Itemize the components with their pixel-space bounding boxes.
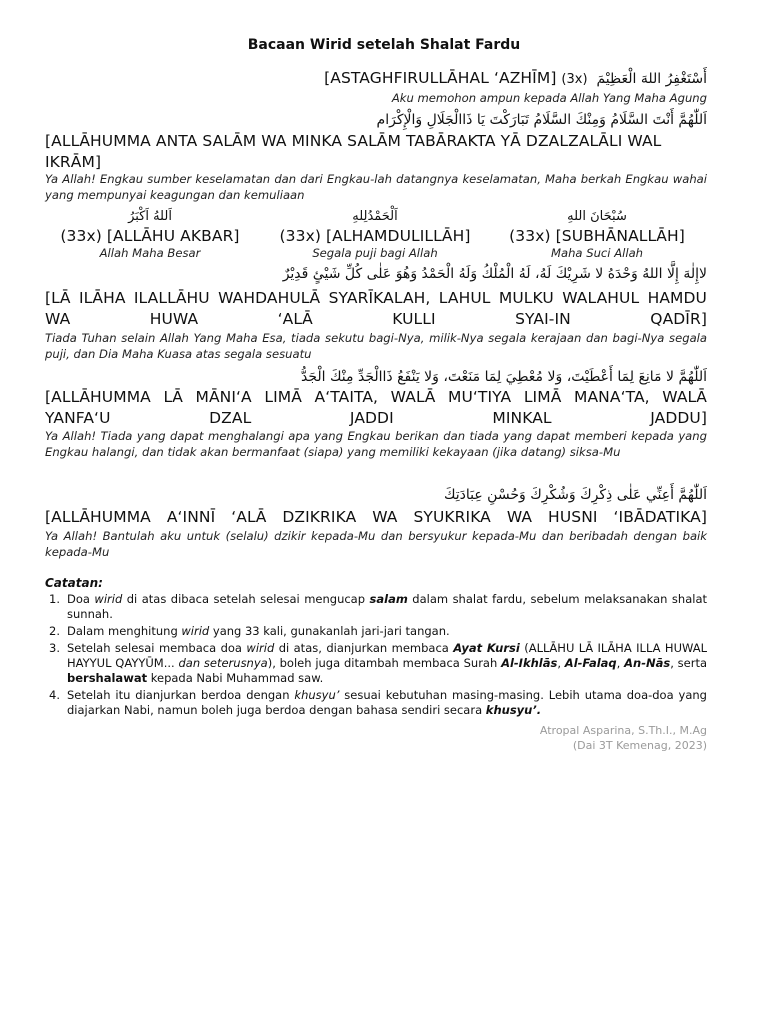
note-text-run: wirid — [94, 592, 123, 606]
tasbih-column — [500, 209, 694, 261]
note-text-run: wirid — [246, 641, 275, 655]
note-text-run: , — [616, 656, 625, 670]
la-mania-translation: Ya Allah! Tiada yang dapat menghalangi apa yang Engkau berikan dan tiada yang dapat memberi kepada yang Engkau halangi, dan tidak akan bermanfaat (siapa) yang memiliki kekayaan (jika datang) siksa-Mu — [45, 429, 707, 459]
istighfar-line — [324, 69, 707, 87]
takbir-latin: (33x) [ALLĀHU AKBAR] — [60, 227, 240, 245]
istighfar-count: (3x) — [561, 72, 588, 87]
note-text-run: dalam shalat fardu, sebelum melaksanakan shalat sunnah. — [67, 592, 707, 621]
note-text-run: Doa — [67, 592, 95, 606]
tahmid-column — [262, 209, 488, 261]
note-text-run: salam — [369, 592, 408, 606]
note-text-run: Dalam menghitung — [67, 624, 182, 638]
tasbih-latin: (33x) [SUBHĀNALLĀH] — [509, 227, 685, 245]
notes-list — [45, 592, 707, 720]
note-text-run: wirid — [181, 624, 210, 638]
takbir-arabic: اَللهُ اَكْبَرُ — [128, 209, 172, 224]
note-text-run: di atas, dianjurkan membaca — [274, 641, 454, 655]
istighfar-arabic: أَسْتَغْفِرُ اللهَ الْعَظِيْمَ — [596, 71, 707, 87]
note-text-run: , — [557, 656, 565, 670]
note-item — [45, 688, 707, 718]
istighfar-latin: [ASTAGHFIRULLĀHAL ‘AZHĪM] — [324, 69, 557, 87]
note-number: 2. — [49, 624, 60, 638]
takbir-translation: Allah Maha Besar — [99, 246, 201, 260]
note-text-run: di atas dibaca setelah selesai mengucap — [122, 592, 370, 606]
tahmid-translation: Segala puji bagi Allah — [312, 246, 438, 260]
allahumma-antas-salam-arabic: اَللّٰهُمَّ أَنْتَ السَّلَامُ وَمِنْكَ السَّلَامُ تَبَارَكْتَ يَا ذَاالْجَلَالِ وَالْإِكْرَام — [376, 112, 707, 128]
allahumma-antas-salam-translation: Ya Allah! Engkau sumber keselamatan dan dari Engkau-lah datangnya keselamatan, Maha berkah Engkau wahai yang mempunyai keagungan dan kemuliaan — [45, 172, 707, 202]
note-text-run: kepada Nabi Muhammad saw. — [147, 671, 324, 685]
takbir-column — [50, 209, 250, 261]
tahlil-latin: [LĀ ILĀHA ILALLĀHU WAHDAHULĀ SYARĪKALAH, LAHUL MULKU WALAHUL HAMDU WA HUWA ‘ALĀ KULLI SYAI-IN QADĪR] — [45, 289, 707, 328]
ainni-arabic: اَللّٰهُمَّ أَعِنِّي عَلٰى ذِكْرِكَ وَشُكْرِكَ وَحُسْنِ عِبَادَتِكَ — [443, 487, 707, 503]
ainni-translation: Ya Allah! Bantulah aku untuk (selalu) dzikir kepada-Mu dan bersyukur kepada-Mu dan beribadah dengan baik kepada-Mu — [45, 529, 707, 559]
istighfar-translation: Aku memohon ampun kepada Allah Yang Maha Agung — [391, 91, 707, 105]
note-text-run: Setelah selesai membaca doa — [67, 641, 247, 655]
note-text-run: ), boleh juga ditambah membaca Surah — [267, 656, 502, 670]
note-text-run: yang 33 kali, gunakanlah jari-jari tangan. — [209, 624, 450, 638]
credit — [540, 723, 707, 753]
tahmid-arabic: اَلْحَمْدُلِلهِ — [352, 209, 398, 224]
note-text-run: bershalawat — [67, 671, 148, 685]
tahlil-translation: Tiada Tuhan selain Allah Yang Maha Esa, tiada sekutu bagi-Nya, milik-Nya segala kerajaan dan bagi-Nya segala puji, dan Dia Maha Kuasa atas segala sesuatu — [45, 331, 707, 361]
note-number: 4. — [49, 688, 60, 702]
note-text-run: Setelah itu dianjurkan berdoa dengan — [67, 688, 295, 702]
ainni-latin: [ALLĀHUMMA A‘INNĪ ‘ALĀ DZIKRIKA WA SYUKRIKA WA HUSNI ‘IBĀDATIKA] — [45, 508, 707, 526]
credit-affiliation: (Dai 3T Kemenag, 2023) — [572, 739, 707, 752]
la-mania-arabic: اَللّٰهُمَّ لا مَانِعَ لِمَا أَعْطَيْتَ، وَلا مُعْطِيَ لِمَا مَنَعْتَ، وَلا يَنْفَعُ ذَاالْجَدِّ مِنْكَ الْجَدُّ — [301, 369, 707, 385]
tahlil-arabic: لاإِلٰهَ إِلَّا اللهُ وَحْدَهُ لا شَرِيْكَ لَهُ، لَهُ الْمُلْكُ وَلَهُ الْحَمْدُ وَهُوَ عَلٰى كُلِّ شَيْئٍ قَدِيْرٌ — [282, 266, 707, 282]
note-text-run: Al-Ikhlās — [501, 656, 558, 670]
note-text-run: (ALLĀHU LĀ ILĀHA ILLA HUWAL HAYYUL QAYYŪM... — [67, 641, 708, 670]
allahumma-antas-salam-latin: [ALLĀHUMMA ANTA SALĀM WA MINKA SALĀM TABĀRAKTA YĀ DZALZALĀLI WAL IKRĀM] — [45, 132, 662, 171]
note-text-run: khusyu’ — [294, 688, 340, 702]
tahmid-latin: (33x) [ALHAMDULILLĀH] — [279, 227, 471, 245]
note-item — [45, 641, 707, 686]
tasbih-arabic: سُبْحَانَ اللهِ — [567, 209, 627, 224]
note-text-run: dan seterusnya — [178, 656, 268, 670]
note-text-run: Al-Falaq — [564, 656, 617, 670]
credit-author: Atropal Asparina, S.Th.I., M.Ag — [539, 724, 707, 737]
note-number: 1. — [49, 592, 60, 606]
note-text-run: An-Nās — [624, 656, 671, 670]
page-title: Bacaan Wirid setelah Shalat Fardu — [247, 37, 521, 53]
note-item — [45, 624, 707, 639]
note-text-run: Ayat Kursi — [453, 641, 520, 655]
la-mania-latin: [ALLĀHUMMA LĀ MĀNI‘A LIMĀ A‘TAITA, WALĀ MU‘TIYA LIMĀ MANA‘TA, WALĀ YANFA‘U DZAL JADDI MINKAL JADDU] — [45, 388, 707, 427]
note-text-run: khusyu’. — [485, 703, 542, 717]
note-item — [45, 592, 707, 622]
notes-title: Catatan: — [45, 576, 103, 590]
tasbih-translation: Maha Suci Allah — [550, 246, 644, 260]
note-text-run: , serta — [670, 656, 708, 670]
note-text-run: sesuai kebutuhan masing-masing. Lebih utama doa-doa yang diajarkan Nabi, namun boleh juga berdoa dengan bahasa sendiri secara — [67, 688, 707, 717]
note-number: 3. — [49, 641, 60, 655]
